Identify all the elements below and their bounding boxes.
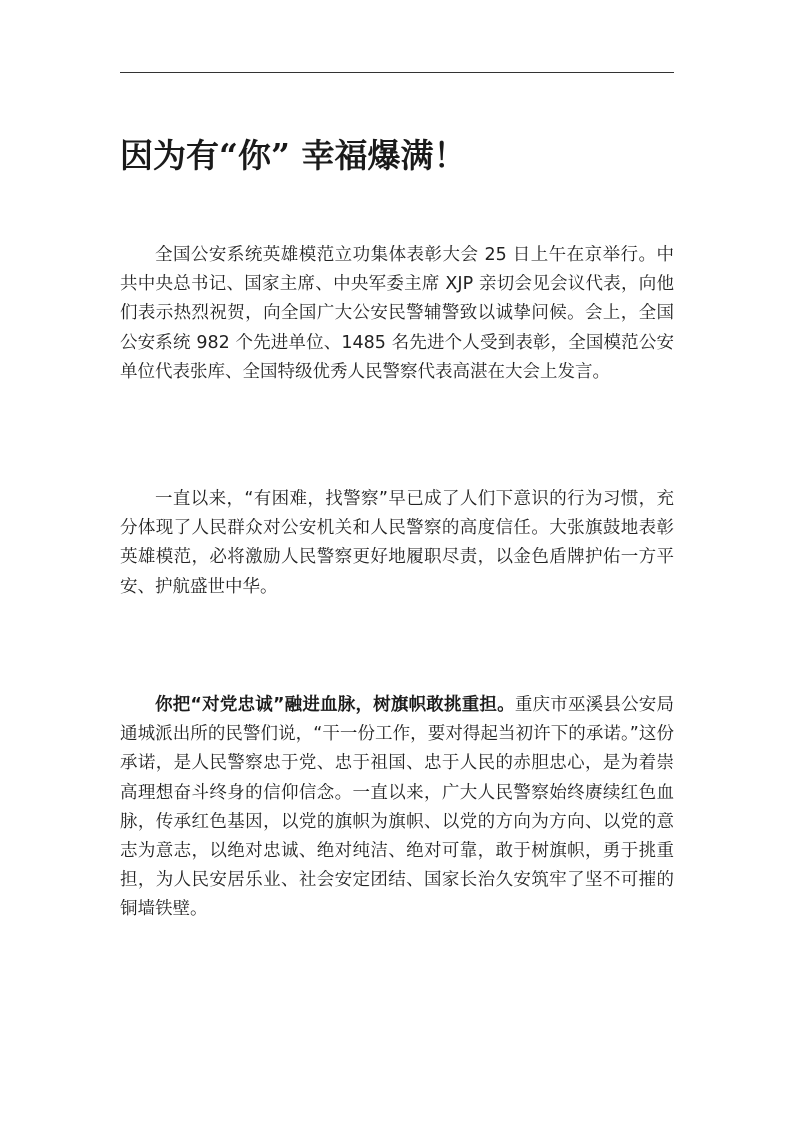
- paragraph-2: [120, 485, 674, 602]
- page-title: 因为有“你” 幸福爆满！: [120, 136, 467, 175]
- paragraph-1-text: 全国公安系统英雄模范立功集体表彰大会 25 日上午在京举行。中共中央总书记、国家主席、中央军委主席 XJP 亲切会见会议代表，向他们表示热烈祝贺，向全国广大公安民警辅警致以诚挚问候。会上，全国公安系统 982 个先进单位、1485 名先进个人受到表彰，全国模范公安单位代表张库、全国特级优秀人民警察代表高湛在大会上发言。: [120, 245, 674, 382]
- paragraph-1: [120, 241, 674, 387]
- paragraph-3-text: 重庆市巫溪县公安局通城派出所的民警们说，“干一份工作，要对得起当初许下的承诺。”这份承诺，是人民警察忠于党、忠于祖国、忠于人民的赤胆忠心，是为着崇高理想奋斗终身的信仰信念。一直以来，广大人民警察始终赓续红色血脉，传承红色基因，以党的旗帜为旗帜、以党的方向为方向、以党的意志为意志，以绝对忠诚、绝对纯洁、绝对可靠，敢于树旗帜，勇于挑重担，为人民安居乐业、社会安定团结、国家长治久安筑牢了坚不可摧的铜墙铁壁。: [120, 695, 674, 920]
- paragraph-3-lead: 你把“对党忠诚”融进血脉，树旗帜敢挑重担。: [155, 695, 515, 715]
- paragraph-2-text: 一直以来，“有困难，找警察”早已成了人们下意识的行为习惯，充分体现了人民群众对公安机关和人民警察的高度信任。大张旗鼓地表彰英雄模范，必将激励人民警察更好地履职尽责，以金色盾牌护佑一方平安、护航盛世中华。: [120, 489, 674, 597]
- paragraph-3: [120, 691, 674, 925]
- header-rule: [120, 72, 674, 73]
